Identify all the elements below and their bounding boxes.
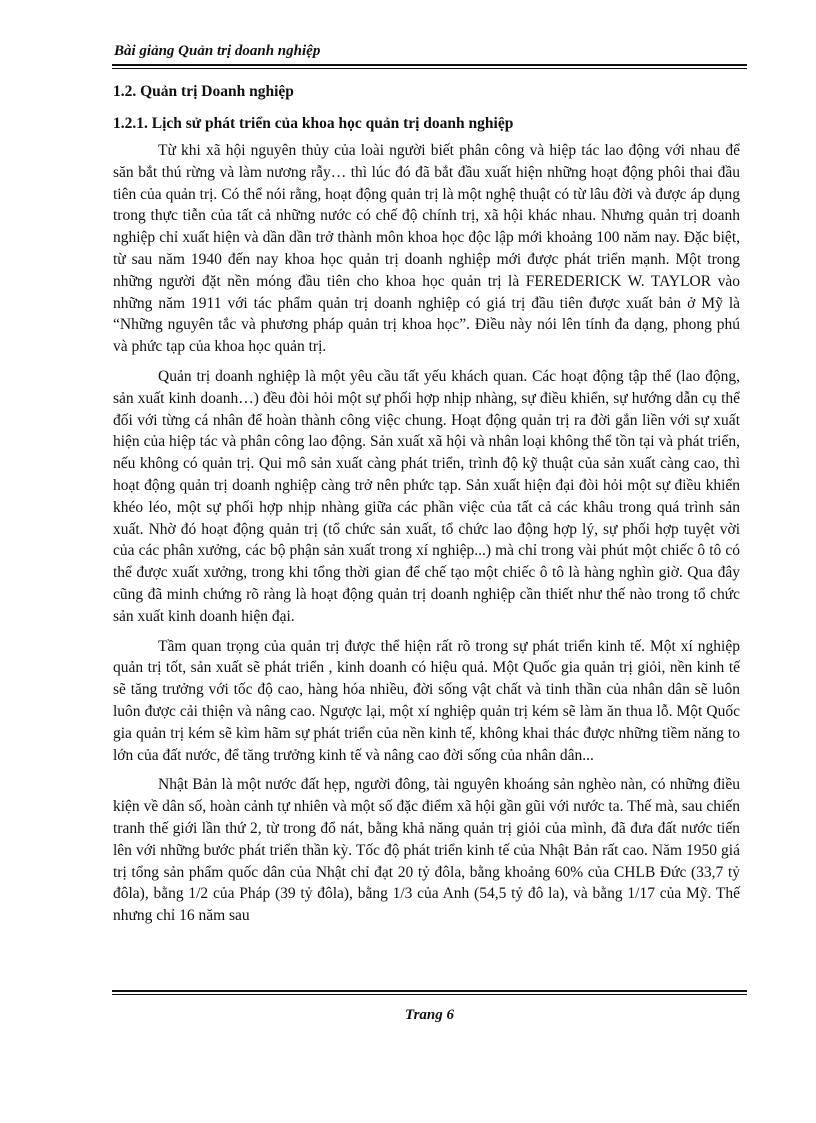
page-header: [112, 42, 747, 69]
paragraph-history: Từ khi xã hội nguyên thủy của loài người biết phân công và hiệp tác lao động với nhau để săn bắt thú rừng và làm nương rẫy… thì lúc đó đã bắt đầu xuất hiện những hoạt động phôi thai đầu tiên của quản trị. Có thể nói rằng, hoạt động quản trị là một nghệ thuật có từ lâu đời và được áp dụng trong thực tiễn của tất cả những nước có chế độ chính trị, xã hội khác nhau. Nhưng quản trị doanh nghiệp chỉ xuất hiện và dần dần trở thành môn khoa học độc lập mới khoảng 100 năm nay. Đặc biệt, từ sau năm 1940 đến nay khoa học quản trị doanh nghiệp mới được phát triển mạnh. Một trong những người đặt nền móng đầu tiên cho khoa học quản trị là FEREDERICK W. TAYLOR vào những năm 1911 với tác phẩm quản trị doanh nghiệp có giá trị đầu tiên được xuất bản ở Mỹ là “Những nguyên tắc và phương pháp quản trị khoa học”. Điều này nói lên tính đa dạng, phong phú và phức tạp của khoa học quản trị.: [113, 142, 740, 356]
header-rule-thin: [112, 68, 747, 69]
document-body: [113, 78, 740, 935]
footer-rule-thin: [112, 994, 747, 995]
paragraph-japan: Nhật Bản là một nước đất hẹp, người đông, tài nguyên khoáng sản nghèo nàn, có những điều kiện về dân số, hoàn cảnh tự nhiên và một số đặc điểm xã hội gần gũi với nước ta. Thế mà, sau chiến tranh thế giới lần thứ 2, từ trong đổ nát, bằng khả năng quản trị giỏi của mình, đã đưa đất nước tiến lên với những bước phát triển thần kỳ. Tốc độ phát triển kinh tế của Nhật Bản rất cao. Năm 1950 giá trị tổng sản phẩm quốc dân của Nhật chỉ đạt 20 tỷ đôla, bằng khoảng 60% của CHLB Đức (33,7 tỷ đôla), bằng 1/2 của Pháp (39 tỷ đôla), bằng 1/3 của Anh (54,5 tỷ đô la), và bằng 1/17 của Mỹ. Thế nhưng chỉ 16 năm sau: [113, 776, 740, 925]
header-title: Bài giảng Quản trị doanh nghiệp: [114, 43, 321, 59]
paragraph-importance: Tầm quan trọng của quản trị được thể hiện rất rõ trong sự phát triển kinh tế. Một xí nghiệp quản trị tốt, sản xuất sẽ phát triển , kinh doanh có hiệu quả. Một Quốc gia quản trị giỏi, nền kinh tế sẽ tăng trưởng với tốc độ cao, hàng hóa nhiều, đời sống vật chất và tinh thần của nhân dân sẽ luôn luôn được cải thiện và nâng cao. Ngược lại, một xí nghiệp quản trị kém sẽ làm ăn thua lỗ. Một Quốc gia quản trị kém sẽ kìm hãm sự phát triển của nền kinh tế, không khai thác được những tiềm năng to lớn của đất nước, để tăng trưởng kinh tế và nâng cao đời sống của nhân dân...: [113, 637, 740, 764]
footer-rule-thick: [112, 990, 747, 992]
subsection-heading: 1.2.1. Lịch sử phát triển của khoa học quản trị doanh nghiệp: [113, 115, 514, 132]
page-footer: [112, 990, 747, 1024]
paragraph-necessity: Quản trị doanh nghiệp là một yêu cầu tất yếu khách quan. Các hoạt động tập thể (lao động, sản xuất kinh doanh…) đều đòi hỏi một sự phối hợp nhịp nhàng, sự điều khiển, sự hướng dẫn cụ thể đối với từng cá nhân để hoàn thành công việc chung. Hoạt động quản trị ra đời gắn liền với sự xuất hiện của hiệp tác và phân công lao động. Sản xuất xã hội và nhân loại không thể tồn tại và phát triển, nếu không có quản trị. Qui mô sản xuất càng phát triển, trình độ kỹ thuật của sản xuất càng cao, thì hoạt động quản trị doanh nghiệp càng trở nên phức tạp. Sản xuất hiện đại đòi hỏi một sự điều khiển khéo léo, một sự phối hợp nhịp nhàng giữa các phần việc của tất cả các khâu trong quá trình sản xuất. Nhờ đó hoạt động quản trị (tổ chức sản xuất, tổ chức lao động hợp lý, sự phối hợp tuyệt vời của các phân xưởng, các bộ phận sản xuất trong xí nghiệp...) mà chỉ trong vài phút một chiếc ô tô có thể được xuất xưởng, trong khi tổng thời gian để chế tạo một chiếc ô tô là hàng nghìn giờ. Qua đây cũng đã minh chứng rõ ràng là hoạt động quản trị doanh nghiệp cần thiết như thế nào trong tổ chức sản xuất kinh doanh hiện đại.: [113, 367, 740, 625]
section-heading: 1.2. Quản trị Doanh nghiệp: [113, 83, 294, 100]
page-number: Trang 6: [404, 1007, 455, 1023]
header-rule-thick: [112, 64, 747, 66]
